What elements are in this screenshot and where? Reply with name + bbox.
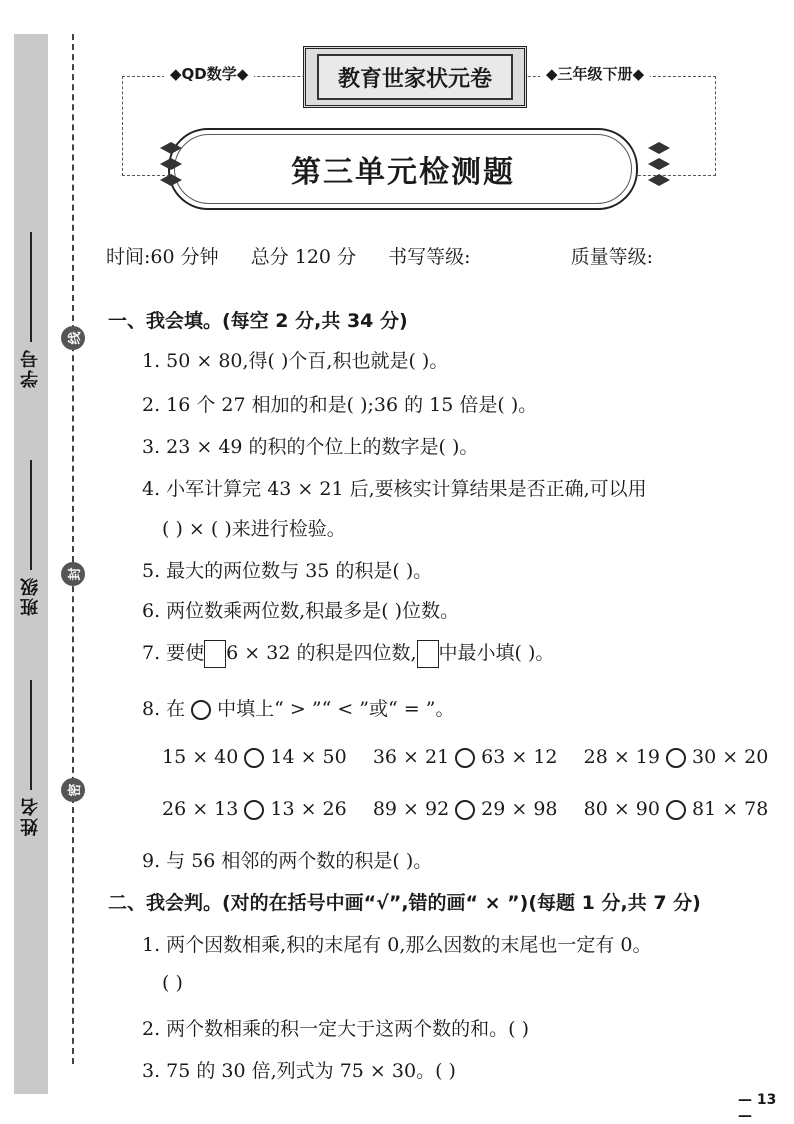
circle-icon — [191, 700, 211, 720]
class-label: 班级 — [20, 576, 41, 616]
question-1-8 — [142, 694, 454, 721]
class-underline — [30, 460, 32, 570]
exam-info — [106, 242, 653, 269]
quality-grade: 质量等级: — [570, 246, 654, 268]
compare-left: 15 × 40 — [162, 746, 239, 768]
question-1-9: 9. 与 56 相邻的两个数的积是( )。 — [142, 850, 433, 872]
question-2-2: 2. 两个数相乘的积一定大于这两个数的和。( ) — [142, 1018, 530, 1040]
compare-right: 81 × 78 — [691, 798, 769, 820]
page-number: — 13 — — [738, 1092, 777, 1124]
section-1-heading: 一、我会填。(每空 2 分,共 34 分) — [108, 310, 408, 332]
question-1-7-middle: 6 × 32 的积是四位数, — [226, 642, 417, 664]
title-frame — [168, 128, 638, 210]
compare-left: 89 × 92 — [372, 798, 450, 820]
question-1-8-prefix: 8. 在 — [142, 698, 186, 720]
question-1-4-line1: 4. 小军计算完 43 × 21 后,要核实计算结果是否正确,可以用 — [142, 478, 647, 500]
seal-secret-badge: 密 — [61, 778, 85, 802]
section-2-heading: 二、我会判。(对的在括号中画“√”,错的画“ × ”)(每题 1 分,共 7 分) — [108, 892, 701, 914]
compare-right: 30 × 20 — [691, 746, 769, 768]
question-1-2: 2. 16 个 27 相加的和是( );36 的 15 倍是( )。 — [142, 394, 538, 416]
compare-right: 29 × 98 — [481, 798, 558, 820]
seal-line-badge: 线 — [61, 326, 85, 350]
subject-tag-text: QD数学 — [181, 65, 237, 83]
student-id-underline — [30, 232, 32, 342]
writing-grade: 书写等级: — [388, 246, 471, 268]
brand-banner — [303, 46, 527, 108]
student-id-field — [14, 232, 48, 388]
compare-circle[interactable] — [455, 800, 475, 820]
name-underline — [30, 680, 32, 790]
name-label: 姓名 — [20, 796, 41, 836]
question-1-7 — [142, 638, 554, 668]
student-id-label: 学号 — [20, 348, 41, 388]
name-field — [14, 680, 48, 836]
compare-row-2 — [162, 798, 768, 820]
digit-box[interactable] — [417, 640, 439, 668]
question-2-3: 3. 75 的 30 倍,列式为 75 × 30。( ) — [142, 1060, 456, 1082]
compare-circle[interactable] — [455, 748, 475, 768]
subject-tag: ◆QD数学◆ — [164, 63, 254, 84]
question-1-4-line2: ( ) × ( )来进行检验。 — [162, 518, 346, 540]
question-1-7-suffix: 中最小填( )。 — [438, 642, 555, 664]
compare-right: 13 × 26 — [270, 798, 347, 820]
grade-tag-text: 三年级下册 — [557, 65, 633, 83]
diamond-icon — [160, 158, 182, 170]
question-2-1-answer: ( ) — [162, 972, 183, 994]
compare-left: 36 × 21 — [372, 746, 450, 768]
compare-row-1 — [162, 746, 768, 768]
diamond-icon — [648, 142, 670, 154]
total-score: 总分 120 分 — [250, 246, 357, 268]
brand-name: 教育世家状元卷 — [317, 54, 513, 100]
compare-left: 28 × 19 — [583, 746, 660, 768]
compare-right: 14 × 50 — [270, 746, 347, 768]
question-1-3: 3. 23 × 49 的积的个位上的数字是( )。 — [142, 436, 479, 458]
grade-tag: ◆三年级下册◆ — [540, 63, 650, 84]
diamond-icon — [648, 158, 670, 170]
compare-circle[interactable] — [244, 800, 264, 820]
diamond-icon — [648, 174, 670, 186]
compare-right: 63 × 12 — [481, 746, 558, 768]
diamond-icon — [160, 142, 182, 154]
time-limit: 时间:60 分钟 — [106, 246, 219, 268]
cut-line — [72, 34, 74, 1064]
compare-circle[interactable] — [244, 748, 264, 768]
question-1-5: 5. 最大的两位数与 35 的积是( )。 — [142, 560, 433, 582]
question-2-1-line1: 1. 两个因数相乘,积的末尾有 0,那么因数的末尾也一定有 0。 — [142, 934, 652, 956]
diamond-icon — [160, 174, 182, 186]
question-1-7-prefix: 7. 要使 — [142, 642, 205, 664]
seal-seal-badge: 封 — [61, 562, 85, 586]
page-title: 第三单元检测题 — [291, 155, 515, 190]
digit-box[interactable] — [204, 640, 226, 668]
question-1-6: 6. 两位数乘两位数,积最多是( )位数。 — [142, 600, 460, 622]
compare-left: 26 × 13 — [162, 798, 239, 820]
compare-circle[interactable] — [666, 748, 686, 768]
question-1-8-suffix: 中填上“ > ”“ < ”或“ = ”。 — [217, 698, 455, 720]
compare-left: 80 × 90 — [583, 798, 660, 820]
question-1-1: 1. 50 × 80,得( )个百,积也就是( )。 — [142, 350, 449, 372]
class-field — [14, 460, 48, 616]
compare-circle[interactable] — [666, 800, 686, 820]
